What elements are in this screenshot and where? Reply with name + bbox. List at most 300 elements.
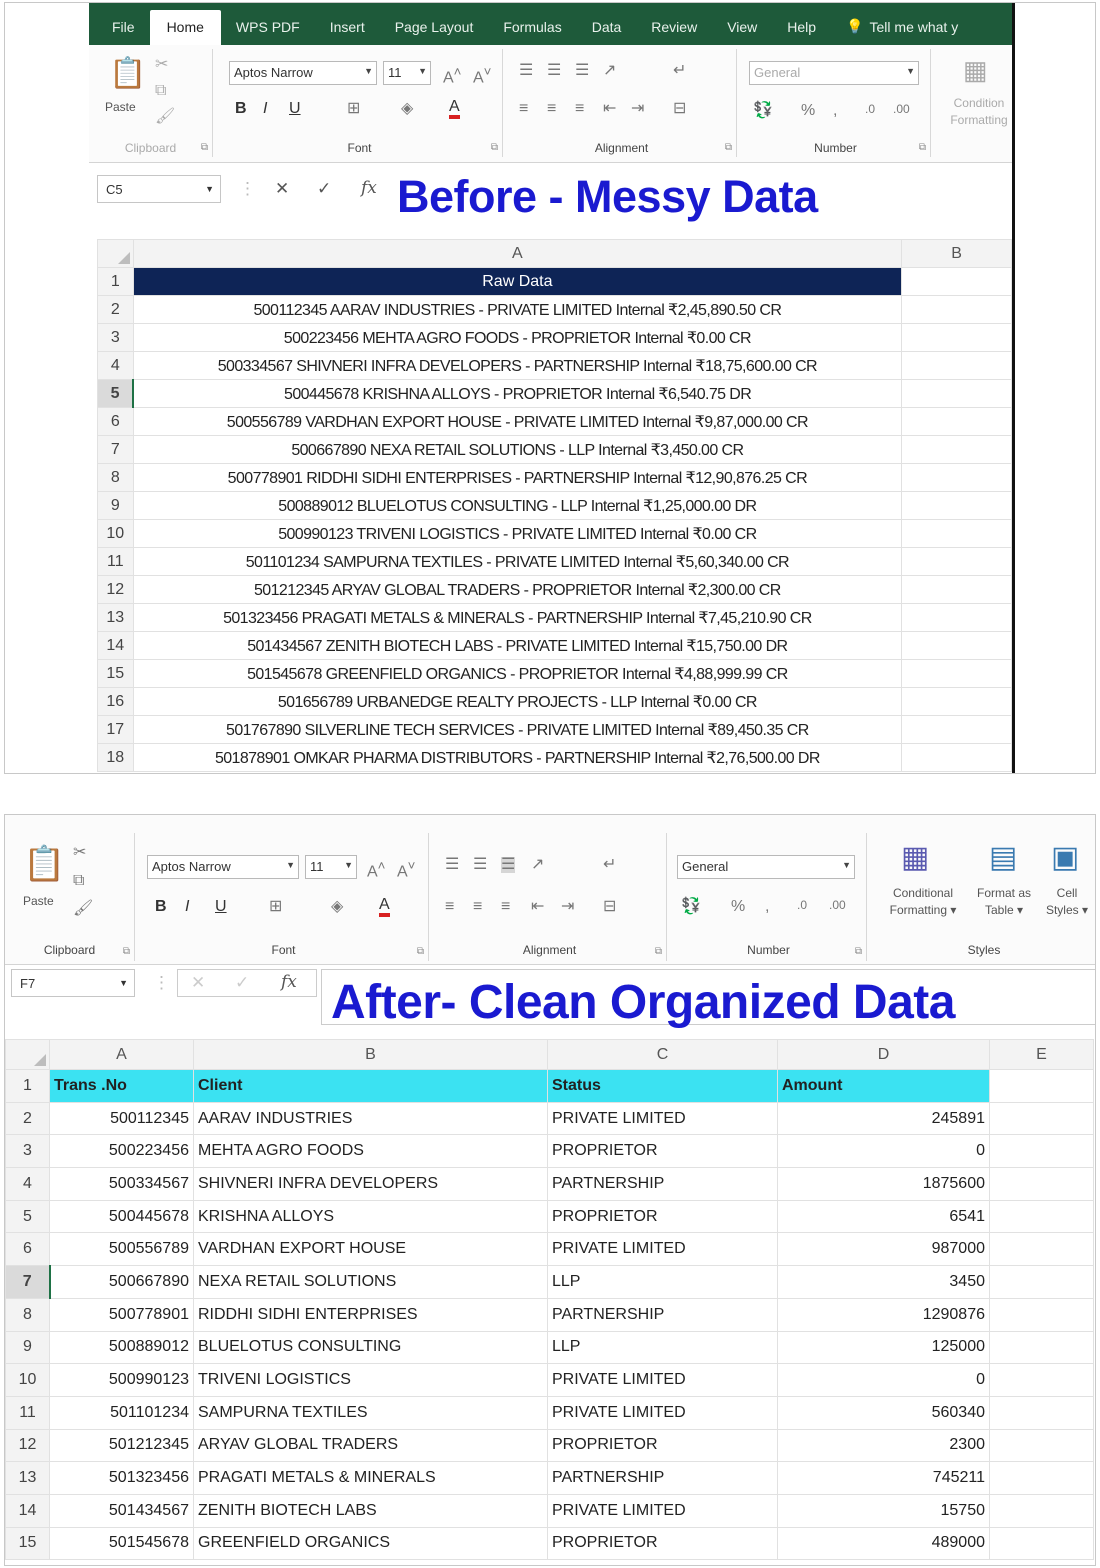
empty-cell[interactable]: [902, 492, 1012, 520]
trans-no-cell[interactable]: 500778901: [50, 1298, 194, 1331]
tab-home[interactable]: Home: [150, 10, 221, 45]
tab-help[interactable]: Help: [787, 19, 817, 35]
tell-me-box[interactable]: [831, 18, 973, 45]
decrease-indent-icon[interactable]: ⇤: [531, 898, 545, 915]
empty-cell[interactable]: [990, 1527, 1094, 1560]
name-box[interactable]: [11, 969, 135, 997]
insert-function-icon[interactable]: fx: [281, 972, 297, 992]
dialog-launcher-icon[interactable]: ⧉: [122, 946, 130, 957]
format-painter-icon[interactable]: 🖌: [155, 108, 176, 125]
row-header[interactable]: 14: [98, 632, 134, 660]
trans-no-cell[interactable]: 500334567: [50, 1168, 194, 1201]
column-header-d[interactable]: D: [778, 1040, 990, 1070]
paste-icon[interactable]: 📋: [23, 845, 66, 883]
trans-no-cell[interactable]: 500889012: [50, 1331, 194, 1364]
column-header-b[interactable]: B: [902, 240, 1012, 268]
column-header-a[interactable]: A: [133, 240, 901, 268]
table-row: [6, 1135, 1094, 1168]
alignment-group-label: Alignment: [594, 141, 649, 155]
select-all-corner[interactable]: [98, 240, 134, 268]
formula-bar: [89, 163, 1012, 222]
ribbon: [5, 815, 1096, 965]
insert-function-icon[interactable]: fx: [361, 178, 377, 198]
wrap-text-icon[interactable]: ↵: [603, 856, 617, 873]
decrease-indent-icon[interactable]: ⇤: [603, 100, 617, 117]
decrease-font-icon[interactable]: A˅: [397, 858, 416, 881]
column-header-a[interactable]: A: [50, 1040, 194, 1070]
spreadsheet-grid: [5, 1039, 1094, 1560]
row-header[interactable]: 4: [6, 1168, 50, 1201]
status-header[interactable]: Status: [548, 1070, 778, 1103]
empty-cell[interactable]: [990, 1429, 1094, 1462]
row-header[interactable]: 1: [6, 1070, 50, 1103]
font-size-value: 11: [310, 859, 324, 874]
cut-icon[interactable]: ✂: [155, 56, 169, 73]
tab-data[interactable]: Data: [591, 19, 622, 35]
client-cell[interactable]: TRIVENI LOGISTICS: [194, 1364, 548, 1397]
align-middle-icon[interactable]: ☰: [473, 856, 488, 873]
page-title: Before - Messy Data: [397, 171, 818, 222]
page-title: After- Clean Organized Data: [331, 976, 955, 1029]
number-group: [741, 49, 931, 157]
bold-icon[interactable]: B: [235, 100, 247, 117]
align-center-icon[interactable]: ≡: [547, 100, 557, 117]
empty-cell[interactable]: [902, 352, 1012, 380]
align-bottom-icon[interactable]: ☰: [575, 62, 590, 79]
row-header[interactable]: 7: [98, 436, 134, 464]
amount-cell[interactable]: 3450: [778, 1266, 990, 1299]
table-row: [6, 1527, 1094, 1560]
cut-icon[interactable]: ✂: [73, 844, 87, 861]
increase-font-icon[interactable]: A˄: [367, 858, 386, 881]
table-row: [6, 1102, 1094, 1135]
ribbon: [89, 45, 1012, 163]
raw-data-header-cell[interactable]: Raw Data: [133, 268, 901, 296]
conditional-formatting-icon[interactable]: ▦: [901, 841, 930, 874]
trans-no-cell[interactable]: 500223456: [50, 1135, 194, 1168]
row-header[interactable]: 11: [98, 548, 134, 576]
before-screenshot: [4, 2, 1096, 774]
format-as-table-label[interactable]: Format as Table ▾: [976, 886, 1031, 917]
amount-cell[interactable]: 560340: [778, 1396, 990, 1429]
empty-cell[interactable]: [990, 1200, 1094, 1233]
underline-icon[interactable]: U: [215, 898, 227, 915]
more-dots-icon: ⋮: [153, 973, 170, 992]
copy-icon[interactable]: ⧉: [73, 872, 85, 889]
table-row: [6, 1200, 1094, 1233]
font-name-select[interactable]: [147, 855, 299, 879]
client-cell[interactable]: PRAGATI METALS & MINERALS: [194, 1462, 548, 1495]
table-row: [98, 436, 1012, 464]
client-cell[interactable]: RIDDHI SIDHI ENTERPRISES: [194, 1298, 548, 1331]
align-top-icon[interactable]: ☰: [445, 856, 460, 873]
comma-icon[interactable]: ,: [833, 102, 838, 119]
align-top-icon[interactable]: ☰: [519, 62, 534, 79]
row-header[interactable]: 6: [98, 408, 134, 436]
amount-cell[interactable]: 1290876: [778, 1298, 990, 1331]
cancel-icon[interactable]: ✕: [191, 973, 206, 992]
font-name-select[interactable]: [229, 61, 377, 85]
tab-insert[interactable]: Insert: [329, 19, 365, 35]
number-format-select[interactable]: [677, 855, 855, 879]
wrap-text-icon[interactable]: ↵: [673, 62, 687, 79]
name-box[interactable]: [97, 175, 221, 203]
table-row: [98, 408, 1012, 436]
dialog-launcher-icon[interactable]: ⧉: [854, 946, 862, 957]
raw-data-cell[interactable]: 501101234 SAMPURNA TEXTILES - PRIVATE LIMITED Internal ₹5,60,340.00 CR: [133, 548, 901, 576]
row-header[interactable]: 3: [98, 324, 134, 352]
row-header[interactable]: 4: [98, 352, 134, 380]
merge-center-icon[interactable]: ⊟: [673, 100, 687, 117]
underline-icon[interactable]: U: [289, 100, 301, 117]
empty-cell[interactable]: [990, 1266, 1094, 1299]
dialog-launcher-icon[interactable]: ⧉: [200, 142, 208, 153]
client-cell[interactable]: MEHTA AGRO FOODS: [194, 1135, 548, 1168]
raw-data-cell[interactable]: 500112345 AARAV INDUSTRIES - PRIVATE LIMITED Internal ₹2,45,890.50 CR: [133, 296, 901, 324]
borders-icon[interactable]: ⊞: [347, 100, 361, 117]
tab-file[interactable]: File: [112, 19, 135, 35]
table-row: [98, 576, 1012, 604]
styles-group: [871, 833, 1096, 961]
row-header[interactable]: 13: [6, 1462, 50, 1495]
amount-header[interactable]: Amount: [778, 1070, 990, 1103]
empty-cell[interactable]: [990, 1396, 1094, 1429]
align-left-icon[interactable]: ≡: [519, 100, 529, 117]
amount-cell[interactable]: 245891: [778, 1102, 990, 1135]
status-cell[interactable]: PRIVATE LIMITED: [548, 1102, 778, 1135]
styles-group: [935, 49, 1015, 157]
tab-page-layout[interactable]: Page Layout: [394, 19, 474, 35]
client-cell[interactable]: ZENITH BIOTECH LABS: [194, 1494, 548, 1527]
raw-data-cell[interactable]: 500445678 KRISHNA ALLOYS - PROPRIETOR Internal ₹6,540.75 DR: [133, 380, 901, 408]
align-right-icon[interactable]: ≡: [575, 100, 585, 117]
italic-icon[interactable]: I: [185, 898, 190, 915]
empty-cell[interactable]: [990, 1233, 1094, 1266]
row-header[interactable]: 2: [98, 296, 134, 324]
empty-cell[interactable]: [902, 576, 1012, 604]
font-size-select[interactable]: [383, 61, 431, 85]
currency-icon[interactable]: 💱: [753, 102, 773, 119]
merge-center-icon[interactable]: ⊟: [603, 898, 617, 915]
align-bottom-icon[interactable]: ☰: [501, 856, 516, 873]
raw-data-cell[interactable]: 500334567 SHIVNERI INFRA DEVELOPERS - PARTNERSHIP Internal ₹18,75,600.00 CR: [133, 352, 901, 380]
chevron-down-icon: ▼: [119, 978, 128, 988]
clipboard-group: [5, 833, 135, 961]
raw-data-cell[interactable]: 500889012 BLUELOTUS CONSULTING - LLP Internal ₹1,25,000.00 DR: [133, 492, 901, 520]
amount-cell[interactable]: 0: [778, 1135, 990, 1168]
empty-cell[interactable]: [902, 464, 1012, 492]
row-header[interactable]: 14: [6, 1494, 50, 1527]
empty-cell[interactable]: [902, 436, 1012, 464]
column-header-c[interactable]: C: [548, 1040, 778, 1070]
empty-cell[interactable]: [990, 1135, 1094, 1168]
amount-cell[interactable]: 125000: [778, 1331, 990, 1364]
empty-cell[interactable]: [990, 1364, 1094, 1397]
alignment-group: [433, 833, 667, 961]
increase-indent-icon[interactable]: ⇥: [561, 898, 575, 915]
raw-data-cell[interactable]: 500223456 MEHTA AGRO FOODS - PROPRIETOR Internal ₹0.00 CR: [133, 324, 901, 352]
table-row: [98, 520, 1012, 548]
row-header[interactable]: 3: [6, 1135, 50, 1168]
increase-decimal-icon[interactable]: .0: [797, 898, 808, 912]
empty-cell[interactable]: [902, 744, 1012, 772]
table-row: [98, 380, 1012, 408]
client-cell[interactable]: KRISHNA ALLOYS: [194, 1200, 548, 1233]
table-row: [6, 1298, 1094, 1331]
fill-color-icon[interactable]: ◈: [401, 100, 414, 117]
row-header[interactable]: 13: [98, 604, 134, 632]
name-box-value: C5: [106, 182, 123, 197]
client-cell[interactable]: ARYAV GLOBAL TRADERS: [194, 1429, 548, 1462]
orientation-icon[interactable]: ↗: [531, 856, 545, 873]
decrease-decimal-icon[interactable]: .00: [829, 898, 846, 912]
enter-icon[interactable]: ✓: [317, 179, 332, 198]
trans-no-cell[interactable]: 500667890: [50, 1266, 194, 1299]
chevron-down-icon: ▼: [842, 860, 851, 870]
format-as-table-icon[interactable]: ▤: [989, 841, 1018, 874]
tab-wps-pdf[interactable]: WPS PDF: [235, 19, 300, 35]
align-center-icon[interactable]: ≡: [473, 898, 483, 915]
table-row: [6, 1462, 1094, 1495]
status-cell[interactable]: PROPRIETOR: [548, 1200, 778, 1233]
select-all-corner[interactable]: [6, 1040, 50, 1070]
paste-label: Paste: [23, 894, 54, 908]
empty-cell[interactable]: [902, 688, 1012, 716]
status-cell[interactable]: PROPRIETOR: [548, 1429, 778, 1462]
number-format-select[interactable]: [749, 61, 919, 85]
empty-cell[interactable]: [990, 1298, 1094, 1331]
table-row: [98, 548, 1012, 576]
trans-no-cell[interactable]: 501545678: [50, 1527, 194, 1560]
empty-cell[interactable]: [990, 1168, 1094, 1201]
status-cell[interactable]: PROPRIETOR: [548, 1135, 778, 1168]
fill-color-icon[interactable]: ◈: [331, 898, 344, 915]
after-screenshot: [4, 814, 1096, 1566]
client-cell[interactable]: GREENFIELD ORGANICS: [194, 1527, 548, 1560]
table-row: [6, 1429, 1094, 1462]
tab-formulas[interactable]: Formulas: [503, 19, 562, 35]
trans-no-cell[interactable]: 501434567: [50, 1494, 194, 1527]
trans-no-cell[interactable]: 500112345: [50, 1102, 194, 1135]
trans-no-cell[interactable]: 501323456: [50, 1462, 194, 1495]
table-row: [6, 1233, 1094, 1266]
raw-data-cell[interactable]: 501434567 ZENITH BIOTECH LABS - PRIVATE LIMITED Internal ₹15,750.00 DR: [133, 632, 901, 660]
empty-cell[interactable]: [902, 548, 1012, 576]
status-cell[interactable]: PARTNERSHIP: [548, 1298, 778, 1331]
raw-data-cell[interactable]: 501545678 GREENFIELD ORGANICS - PROPRIETOR Internal ₹4,88,999.99 CR: [133, 660, 901, 688]
amount-cell[interactable]: 1875600: [778, 1168, 990, 1201]
column-header-e[interactable]: E: [990, 1040, 1094, 1070]
table-row: [98, 716, 1012, 744]
empty-cell[interactable]: [902, 716, 1012, 744]
divider: [0, 776, 1100, 812]
row-header[interactable]: 10: [98, 520, 134, 548]
row-header[interactable]: 11: [6, 1396, 50, 1429]
row-header[interactable]: 18: [98, 744, 134, 772]
amount-cell[interactable]: 2300: [778, 1429, 990, 1462]
empty-cell[interactable]: [990, 1070, 1094, 1103]
row-header[interactable]: 5: [98, 380, 134, 408]
amount-cell[interactable]: 15750: [778, 1494, 990, 1527]
row-header[interactable]: 17: [98, 716, 134, 744]
amount-cell[interactable]: 745211: [778, 1462, 990, 1495]
chevron-down-icon: ▼: [286, 860, 295, 870]
font-color-icon[interactable]: A: [379, 897, 390, 917]
client-cell[interactable]: NEXA RETAIL SOLUTIONS: [194, 1266, 548, 1299]
table-row: [6, 1396, 1094, 1429]
empty-cell[interactable]: [902, 520, 1012, 548]
font-size-select[interactable]: [305, 855, 357, 879]
empty-cell[interactable]: [902, 296, 1012, 324]
empty-cell[interactable]: [902, 268, 1012, 296]
increase-font-icon[interactable]: A˄: [443, 64, 462, 87]
status-cell[interactable]: PRIVATE LIMITED: [548, 1396, 778, 1429]
amount-cell[interactable]: 0: [778, 1364, 990, 1397]
client-cell[interactable]: AARAV INDUSTRIES: [194, 1102, 548, 1135]
trans-no-cell[interactable]: 501101234: [50, 1396, 194, 1429]
status-cell[interactable]: PRIVATE LIMITED: [548, 1494, 778, 1527]
table-row: [98, 660, 1012, 688]
status-cell[interactable]: PRIVATE LIMITED: [548, 1233, 778, 1266]
row-header[interactable]: 9: [98, 492, 134, 520]
empty-cell[interactable]: [902, 604, 1012, 632]
status-cell[interactable]: LLP: [548, 1266, 778, 1299]
align-middle-icon[interactable]: ☰: [547, 62, 562, 79]
empty-cell[interactable]: [902, 632, 1012, 660]
raw-data-cell[interactable]: 500667890 NEXA RETAIL SOLUTIONS - LLP Internal ₹3,450.00 CR: [133, 436, 901, 464]
trans-no-cell[interactable]: 500990123: [50, 1364, 194, 1397]
row-header[interactable]: 10: [6, 1364, 50, 1397]
status-cell[interactable]: PROPRIETOR: [548, 1527, 778, 1560]
table-row: [98, 604, 1012, 632]
clipboard-group: [89, 49, 213, 157]
empty-cell[interactable]: [990, 1102, 1094, 1135]
raw-data-cell[interactable]: 500990123 TRIVENI LOGISTICS - PRIVATE LIMITED Internal ₹0.00 CR: [133, 520, 901, 548]
row-header[interactable]: 16: [98, 688, 134, 716]
cancel-icon[interactable]: ✕: [275, 179, 290, 198]
empty-cell[interactable]: [902, 324, 1012, 352]
align-right-icon[interactable]: ≡: [501, 898, 511, 915]
conditional-formatting-label[interactable]: Condition Formatting: [950, 96, 1008, 127]
empty-cell[interactable]: [902, 408, 1012, 436]
number-group: [671, 833, 867, 961]
raw-data-cell[interactable]: 501212345 ARYAV GLOBAL TRADERS - PROPRIETOR Internal ₹2,300.00 CR: [133, 576, 901, 604]
row-header[interactable]: 9: [6, 1331, 50, 1364]
status-cell[interactable]: LLP: [548, 1331, 778, 1364]
tab-review[interactable]: Review: [651, 19, 698, 35]
percent-icon[interactable]: %: [801, 102, 816, 119]
status-cell[interactable]: PRIVATE LIMITED: [548, 1364, 778, 1397]
enter-icon[interactable]: ✓: [235, 973, 250, 992]
column-header-b[interactable]: B: [194, 1040, 548, 1070]
comma-icon[interactable]: ,: [765, 898, 770, 915]
trans-no-cell[interactable]: 500445678: [50, 1200, 194, 1233]
font-group: [139, 833, 429, 961]
conditional-formatting-label[interactable]: Conditional Formatting ▾: [889, 886, 957, 917]
row-header[interactable]: 15: [6, 1527, 50, 1560]
amount-cell[interactable]: 6541: [778, 1200, 990, 1233]
dialog-launcher-icon[interactable]: ⧉: [416, 946, 424, 957]
row-header[interactable]: 8: [6, 1298, 50, 1331]
cell-styles-icon[interactable]: ▣: [1051, 841, 1080, 874]
dialog-launcher-icon[interactable]: ⧉: [918, 142, 926, 153]
raw-data-cell[interactable]: 500778901 RIDDHI SIDHI ENTERPRISES - PARTNERSHIP Internal ₹12,90,876.25 CR: [133, 464, 901, 492]
status-cell[interactable]: PARTNERSHIP: [548, 1462, 778, 1495]
amount-cell[interactable]: 987000: [778, 1233, 990, 1266]
cell-styles-label[interactable]: Cell Styles ▾: [1045, 886, 1089, 917]
trans-no-cell[interactable]: 500556789: [50, 1233, 194, 1266]
row-header[interactable]: 12: [6, 1429, 50, 1462]
conditional-formatting-icon[interactable]: ▦: [963, 55, 988, 85]
format-painter-icon[interactable]: 🖌: [73, 900, 94, 917]
table-row: [98, 492, 1012, 520]
empty-cell[interactable]: [990, 1462, 1094, 1495]
decrease-font-icon[interactable]: A˅: [473, 64, 492, 87]
row-header[interactable]: 1: [98, 268, 134, 296]
trans-no-cell[interactable]: 501212345: [50, 1429, 194, 1462]
row-header[interactable]: 12: [98, 576, 134, 604]
bold-icon[interactable]: B: [155, 898, 167, 915]
paste-icon[interactable]: 📋: [109, 57, 147, 90]
table-row: [6, 1070, 1094, 1103]
row-header[interactable]: 8: [98, 464, 134, 492]
client-cell[interactable]: SAMPURNA TEXTILES: [194, 1396, 548, 1429]
table-row: [98, 464, 1012, 492]
raw-data-cell[interactable]: 501656789 URBANEDGE REALTY PROJECTS - LLP Internal ₹0.00 CR: [133, 688, 901, 716]
row-header[interactable]: 15: [98, 660, 134, 688]
row-header[interactable]: 2: [6, 1102, 50, 1135]
status-cell[interactable]: PARTNERSHIP: [548, 1168, 778, 1201]
raw-data-cell[interactable]: 501767890 SILVERLINE TECH SERVICES - PRIVATE LIMITED Internal ₹89,450.35 CR: [133, 716, 901, 744]
italic-icon[interactable]: I: [263, 100, 268, 117]
raw-data-cell[interactable]: 500556789 VARDHAN EXPORT HOUSE - PRIVATE LIMITED Internal ₹9,87,000.00 CR: [133, 408, 901, 436]
row-header[interactable]: 5: [6, 1200, 50, 1233]
dialog-launcher-icon[interactable]: ⧉: [490, 142, 498, 153]
raw-data-cell[interactable]: 501878901 OMKAR PHARMA DISTRIBUTORS - PARTNERSHIP Internal ₹2,76,500.00 DR: [133, 744, 901, 772]
tab-view[interactable]: View: [727, 19, 758, 35]
align-left-icon[interactable]: ≡: [445, 898, 455, 915]
row-header[interactable]: 6: [6, 1233, 50, 1266]
trans-no-header[interactable]: Trans .No: [50, 1070, 194, 1103]
copy-icon[interactable]: ⧉: [155, 82, 167, 99]
dialog-launcher-icon[interactable]: ⧉: [654, 946, 662, 957]
table-row: [98, 688, 1012, 716]
raw-data-cell[interactable]: 501323456 PRAGATI METALS & MINERALS - PARTNERSHIP Internal ₹7,45,210.90 CR: [133, 604, 901, 632]
percent-icon[interactable]: %: [731, 898, 746, 915]
empty-cell[interactable]: [990, 1331, 1094, 1364]
borders-icon[interactable]: ⊞: [269, 898, 283, 915]
currency-icon[interactable]: 💱: [681, 898, 701, 915]
empty-cell[interactable]: [902, 380, 1012, 408]
styles-group-label: Styles: [967, 943, 1001, 957]
client-cell[interactable]: SHIVNERI INFRA DEVELOPERS: [194, 1168, 548, 1201]
client-cell[interactable]: VARDHAN EXPORT HOUSE: [194, 1233, 548, 1266]
client-header[interactable]: Client: [194, 1070, 548, 1103]
increase-indent-icon[interactable]: ⇥: [631, 100, 645, 117]
orientation-icon[interactable]: ↗: [603, 62, 617, 79]
formula-bar: [5, 965, 1096, 1035]
dialog-launcher-icon[interactable]: ⧉: [724, 142, 732, 153]
row-header[interactable]: 7: [6, 1266, 50, 1299]
empty-cell[interactable]: [902, 660, 1012, 688]
client-cell[interactable]: BLUELOTUS CONSULTING: [194, 1331, 548, 1364]
increase-decimal-icon[interactable]: .0: [865, 102, 876, 116]
empty-cell[interactable]: [990, 1494, 1094, 1527]
font-color-icon[interactable]: A: [449, 99, 460, 119]
decrease-decimal-icon[interactable]: .00: [893, 102, 910, 116]
clipboard-group-label: Clipboard: [43, 943, 96, 957]
amount-cell[interactable]: 489000: [778, 1527, 990, 1560]
